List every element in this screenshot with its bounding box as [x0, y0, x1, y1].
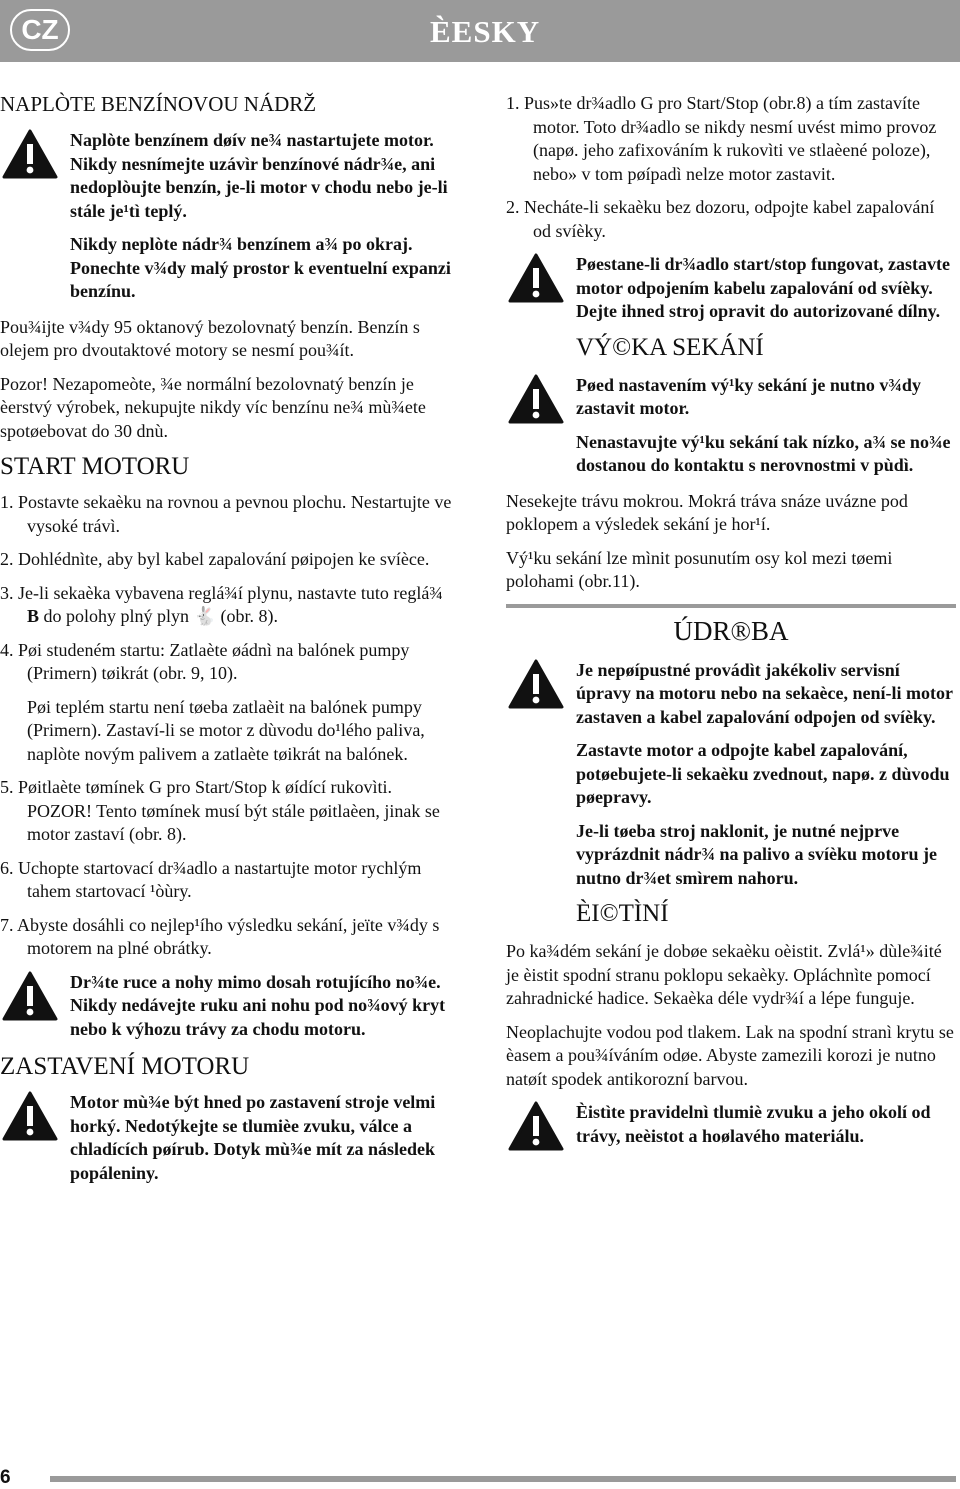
footer-bar	[50, 1476, 956, 1482]
right-column	[506, 92, 956, 1160]
stop-warning: Motor mù¾e být hned po zastavení stroje velmi horký. Nedotýkejte se tlumièe zvuku, válce a chladících pøírub. Dotyk mù¾e mít za následek popáleniny.	[70, 1092, 436, 1183]
start-step-1: 1. Postavte sekaèku na rovnou a pevnou plochu. Nestartujte ve vysoké trávì.	[0, 492, 452, 536]
warning-block	[506, 1101, 956, 1148]
warning-block	[0, 1091, 455, 1185]
start-step-2: 2. Dohlédnìte, aby byl kabel zapalování pøipojen ke svíèce.	[0, 549, 430, 569]
heading-cutting-height: VÝ©KA SEKÁNÍ	[576, 333, 764, 361]
warning-icon	[508, 374, 564, 424]
section-divider	[506, 604, 956, 608]
header-title: ÈESKY	[430, 14, 541, 49]
warning-icon	[2, 1091, 58, 1141]
warning-icon	[508, 1101, 564, 1151]
maintenance-warning-2: Zastavte motor a odpojte kabel zapalování, potøebujete-li sekaèku zvednout, napø. z dùvodu pøepravy.	[576, 740, 950, 807]
warning-icon	[508, 253, 564, 303]
heading-fuel: NAPLÒTE BENZÍNOVOU NÁDRŽ	[0, 92, 317, 116]
cleaning-warning: Èistìte pravidelnì tlumiè zvuku a jeho okolí od trávy, neèistot a hoølavého materiálu.	[576, 1102, 931, 1146]
start-step-6: 6. Uchopte startovací dr¾adlo a nastartujte motor rychlým tahem startovací ¹òùry.	[0, 857, 422, 901]
start-step-3: 3. Je-li sekaèka vybavena reglá¾í plynu, nastavte tuto reglá¾ B do polohy plný plyn 🐇 (obr. 8).	[0, 582, 443, 626]
warning-icon	[2, 971, 58, 1021]
cleaning-paragraph-2: Neoplachujte vodou pod tlakem. Lak na spodní stranì krytu se èasem a pou¾íváním odøe. Abyste zamezili korozi je nutno natøít spodek antikorozní barvou.	[506, 1021, 954, 1089]
heading-cleaning: ÈI©TÌNÍ	[576, 900, 669, 927]
warning-block	[506, 659, 956, 929]
header-bar	[0, 0, 960, 62]
cleaning-paragraph-1: Po ka¾dém sekání je dobøe sekaèku oèistit. Zvlá¹» dùle¾ité je èistit spodní stranu poklopu sekaèky. Opláchnìte pomocí zahradnické hadice. Sekaèka déle vydr¾í a lépe funguje.	[506, 941, 942, 1008]
height-paragraph-1: Nesekejte trávu mokrou. Mokrá tráva snáze uvázne pod poklopem a výsledek sekání je hor¹í.	[506, 490, 908, 534]
left-column	[0, 92, 455, 1197]
warning-block	[0, 971, 455, 1042]
heading-start: START MOTORU	[0, 453, 190, 480]
warning-block	[0, 129, 455, 304]
fuel-paragraph-1: Pou¾ijte v¾dy 95 oktanový bezolovnatý benzín. Benzín s olejem pro dvoutaktové motory se nesmí pou¾ít.	[0, 316, 420, 360]
height-paragraph-2: Vý¹ku sekání lze mìnit posunutím osy kol mezi tøemi polohami (obr.11).	[506, 547, 893, 591]
warning-block	[506, 374, 956, 478]
fuel-warning-1: Naplòte benzínem døív ne¾ nastartujete motor. Nikdy nesnímejte uzávìr benzínové nádr¾e, ani nedoplòujte benzín, je-li motor v chodu nebo je-li stále je¹tì teplý.	[70, 130, 448, 221]
warning-icon	[2, 129, 58, 179]
height-warning-2: Nenastavujte vý¹ku sekání tak nízko, a¾ se no¾e dostanou do kontaktu s nerovnostmi v pùdì.	[576, 431, 951, 475]
maintenance-warning-3: Je-li tøeba stroj naklonit, je nutné nejprve vyprázdnit nádr¾ na palivo a svíèku motoru je nutno dr¾et smìrem nahoru.	[576, 820, 938, 888]
fuel-paragraph-2: Pozor! Nezapomeòte, ¾e normální bezolovnatý benzín je èerstvý výrobek, nekupujte nikdy víc benzínu ne¾ mù¾ete spotøebovat do 30 dnù.	[0, 373, 426, 441]
page-number: 6	[0, 1467, 11, 1488]
heading-maintenance: ÚDR®BA	[673, 615, 789, 646]
language-badge: CZ	[10, 9, 70, 51]
warning-block	[506, 253, 956, 362]
maintenance-warning-1: Je nepøípustné provádìt jakékoliv servisní úpravy na motoru nebo na sekaèce, není-li motor zastaven a kabel zapalování odpojen od svíèky.	[576, 659, 953, 727]
stop-step-2: 2. Necháte-li sekaèku bez dozoru, odpojte kabel zapalování od svíèky.	[506, 197, 935, 241]
start-step-4-note: Pøi teplém startu není tøeba zatlaèit na balónek pumpy (Primern). Zastaví-li se motor z dùvodu do¹lého paliva, naplòte novým palivem a zatlaète tøikrát na balónek.	[27, 696, 425, 764]
start-warning: Dr¾te ruce a nohy mimo dosah rotujícího no¾e. Nikdy nedávejte ruku ani nohu pod no¾ový kryt nebo k výhozu trávy za chodu motoru.	[70, 971, 446, 1039]
fuel-warning-2: Nikdy neplòte nádr¾ benzínem a¾ po okraj. Ponechte v¾dy malý prostor k eventuelní expanzi benzínu.	[70, 234, 451, 301]
start-step-5: 5. Pøitlaète tømínek G pro Start/Stop k øídící rukovìti. POZOR! Tento tømínek musí být stále pøitlaèen, jinak se motor zastaví (obr. 8).	[0, 777, 440, 844]
stop-warning-right: Pøestane-li dr¾adlo start/stop fungovat, zastavte motor odpojením kabelu zapalování od svíèky. Dejte ihned stroj opravit do autorizované dílny.	[576, 254, 950, 321]
start-step-7: 7. Abyste dosáhli co nejlep¹ího výsledku sekání, jeïte v¾dy s motorem na plné obrátky.	[0, 914, 440, 958]
heading-stop: ZASTAVENÍ MOTORU	[0, 1053, 250, 1080]
rabbit-icon: 🐇	[193, 606, 216, 626]
warning-icon	[508, 659, 564, 709]
start-step-4: 4. Pøi studeném startu: Zatlaète øádnì na balónek pumpy (Primern) tøikrát (obr. 9, 10).	[0, 639, 410, 683]
height-warning-1: Pøed nastavením vý¹ky sekání je nutno v¾dy zastavit motor.	[576, 374, 921, 418]
stop-step-1: 1. Pus»te dr¾adlo G pro Start/Stop (obr.8) a tím zastavíte motor. Toto dr¾adlo se nikdy nesmí uvést mimo provoz (napø. jeho zafixováním k rukovìti ve stlaèené poloze), nebo» v tom pøípadì nelze motor zastavit.	[506, 93, 937, 184]
